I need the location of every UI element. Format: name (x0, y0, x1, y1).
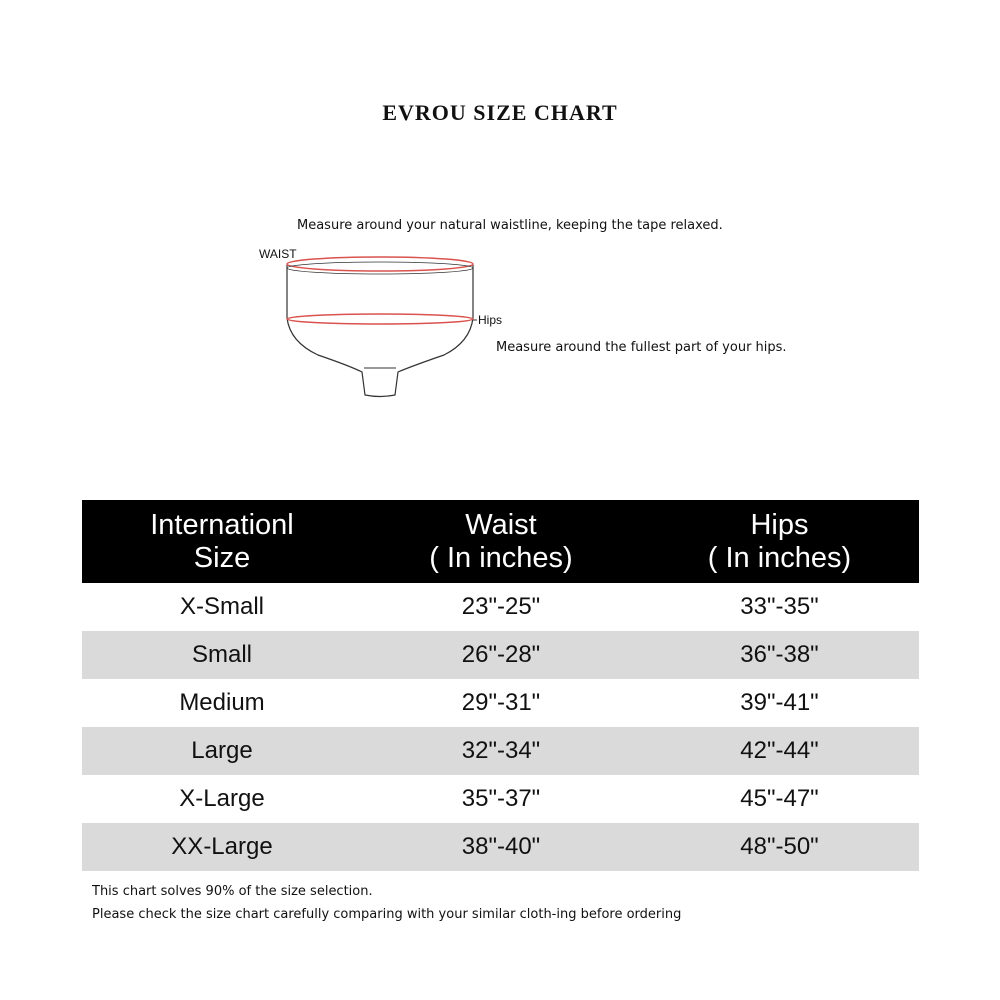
waist-cell: 29"-31" (461, 689, 541, 716)
table-row (82, 679, 919, 727)
table-row (82, 727, 919, 775)
hips-cell: 33"-35" (740, 593, 819, 620)
size-cell: Large (191, 737, 253, 764)
table-row (82, 823, 919, 871)
size-table (82, 500, 919, 871)
waist-cell: 26"-28" (461, 641, 541, 668)
footer-note-2: Please check the size chart carefully comparing with your similar cloth-ing before ordering (92, 907, 682, 922)
size-cell: Medium (179, 689, 265, 716)
waist-cell: 38"-40" (461, 833, 541, 860)
briefs-outline (287, 265, 473, 397)
hips-cell: 48"-50" (740, 833, 819, 860)
waist-band-inner (287, 262, 473, 274)
size-cell: X-Large (179, 785, 265, 812)
hips-label: Hips (478, 313, 503, 327)
hips-tape-ellipse (287, 314, 473, 324)
page-title: EVROU SIZE CHART (382, 100, 618, 125)
footer-note-1: This chart solves 90% of the size selection. (92, 884, 373, 899)
header-international-size: Internationl Size (150, 508, 294, 574)
hips-cell: 36"-38" (740, 641, 819, 668)
size-table-header (82, 500, 919, 583)
hips-cell: 39"-41" (740, 689, 819, 716)
waist-label: WAIST (259, 247, 297, 261)
waist-cell: 32"-34" (461, 737, 541, 764)
header-hips: Hips ( In inches) (707, 508, 852, 574)
waist-cell: 23"-25" (461, 593, 541, 620)
header-waist: Waist ( In inches) (429, 508, 573, 574)
waist-measure-note: Measure around your natural waistline, keeping the tape relaxed. (297, 218, 723, 233)
table-row (82, 775, 919, 823)
size-cell: X-Small (179, 593, 264, 620)
hips-measure-note: Measure around the fullest part of your hips. (496, 340, 787, 355)
hips-cell: 45"-47" (740, 785, 819, 812)
table-row (82, 583, 919, 631)
hips-cell: 42"-44" (740, 737, 819, 764)
waist-cell: 35"-37" (461, 785, 541, 812)
size-cell: Small (191, 641, 252, 668)
size-cell: XX-Large (171, 833, 273, 860)
table-row (82, 631, 919, 679)
